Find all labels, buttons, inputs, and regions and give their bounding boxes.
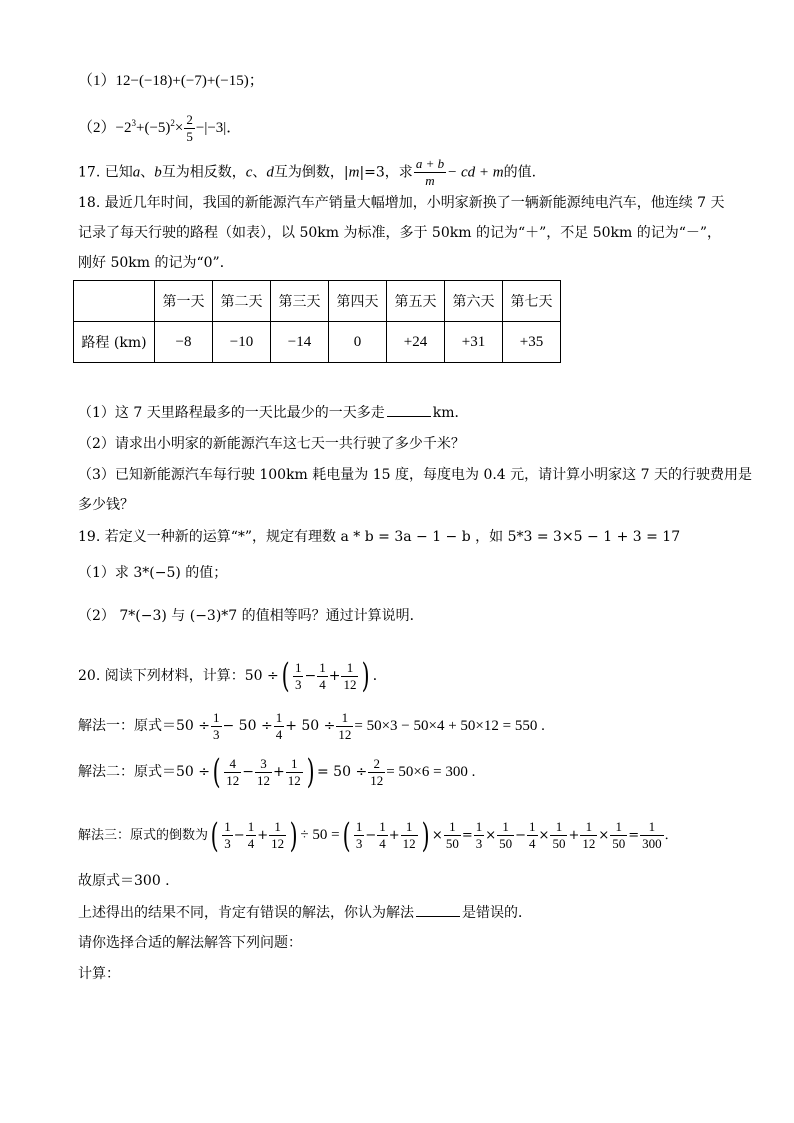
q17-text-c: 互为相反数， [161, 164, 246, 181]
table-header-row [74, 281, 561, 322]
fraction: $\frac{1}{3}$ [213, 709, 220, 742]
q20-intro: 20. 阅读下列材料，计算：50 ÷( $\frac{1}{3}$ − $\frac{1}{4}$ + $\frac{1}{12}$ ) ． [78, 656, 387, 696]
fraction: $\frac{1}{12}$ [402, 819, 416, 851]
q18-line2: 记录了每天行驶的路程（如表），以 50km 为标准，多于 50km 的记为“＋”，不足 50km 的记为“－”， [78, 225, 722, 241]
q17-text-f: |=3，求 [359, 164, 413, 181]
q20-method3: 解法三：原式的倒数为( $\frac{1}{3}$ − $\frac{1}{4}$ + $\frac{1}{12}$ ) ÷ 50 =( $\frac{1}{3}$ − $\frac{1}{4}$ + $\frac{1}{12}$ ) × $\frac{1}{50}$ = $\frac{1}{3}$ × $\frac{1}{50}$ − $\frac{1}{4}$ × $\frac{1}{50}$ + $\frac{1}{12}$ × $\frac{1}{50}$ = $\frac{1}{300}$ ． [78, 815, 678, 856]
table-cell: +31 [445, 322, 503, 363]
fraction: $\frac{1}{3}$ [294, 659, 302, 692]
q16-part2 [78, 112, 241, 145]
fraction: $\frac{1}{300}$ [642, 819, 662, 851]
fraction: $\frac{1}{4}$ [247, 819, 255, 851]
q17-var-m: m [348, 164, 360, 181]
q20-wrong-text-a: 上述得出的结果不同，肯定有错误的解法，你认为解法 [78, 905, 414, 921]
q19-intro: 19. 若定义一种新的运算“*”，规定有理数 a * b = 3a − 1 − b ，如 5*3 = 3×5 − 1 + 3 = 17 [78, 529, 681, 545]
q18-part1-text: （1）这 7 天里路程最多的一天比最少的一天多走 [78, 405, 385, 421]
q17-var-b: b [154, 164, 162, 181]
table-cell: +35 [503, 322, 561, 363]
q18-line3: 刚好 50km 的记为“0”． [78, 255, 234, 271]
table-header-cell: 第六天 [445, 281, 503, 322]
q17-text-e: 互为倒数，| [273, 164, 349, 181]
fraction: $\frac{1}{4}$ [275, 709, 283, 742]
table-row-label: 路程 (km) [74, 322, 155, 363]
fraction: $\frac{1}{50}$ [552, 819, 566, 851]
fraction: $\frac{1}{50}$ [499, 819, 513, 851]
q16-part2-exponent-2: 2 [170, 117, 175, 128]
q17-text-d: 、 [252, 164, 267, 181]
table-header-cell: 第五天 [387, 281, 445, 322]
q16-part2-expr-a: −2 [115, 119, 132, 136]
q18-part3-line1: （3）已知新能源汽车每行驶 100km 耗电量为 15 度，每度电为 0.4 元，请计算小明家这 7 天的行驶费用是 [78, 467, 752, 483]
q16-part2-expr-d: −|−3|． [195, 119, 242, 136]
fraction: $\frac{1}{3}$ [355, 819, 363, 851]
q20-method3-mid: ÷ 50 = [300, 827, 340, 843]
table-row [74, 322, 561, 363]
q18-mileage-table [73, 280, 561, 363]
answer-blank[interactable] [416, 902, 460, 917]
q16-part2-expr-b: +(−5) [135, 119, 171, 136]
q20-method1-result: = 50×3 − 50×4 + 50×12 = 550 . [354, 718, 545, 734]
table-cell: −10 [213, 322, 271, 363]
q20-method2-label: 解法二：原式＝50 ÷ [78, 764, 210, 780]
q20-method3-label: 解法三：原式的倒数为 [78, 828, 209, 843]
q20-choose: 请你选择合适的解法解答下列问题： [78, 935, 302, 951]
q17-text-b: 、 [140, 164, 155, 181]
q16-part1 [78, 71, 264, 91]
q17-var-a: a [132, 164, 141, 181]
q19-part2: （2） 7*(−3) 与 (−3)*7 的值相等吗？通过计算说明． [78, 608, 424, 624]
fraction: $\frac{1}{12}$ [271, 819, 285, 851]
answer-blank[interactable] [387, 402, 431, 417]
table-cell: −8 [155, 322, 213, 363]
fraction: $\frac{1}{12}$ [287, 755, 301, 788]
q17-text-a: 17. 已知 [78, 164, 133, 181]
q18-line1: 18. 最近几年时间，我国的新能源汽车产销量大幅增加，小明家新换了一辆新能源纯电汽车，他连续 7 天 [78, 195, 725, 211]
fraction: $\frac{1}{4}$ [319, 659, 326, 692]
table-cell: 0 [329, 322, 387, 363]
q16-part2-label: （2） [78, 119, 116, 136]
q20-method1: 解法一：原式＝50 ÷ $\frac{1}{3}$ − 50 ÷ $\frac{1}{4}$ + 50 ÷ $\frac{1}{12}$ = 50×3 − 50×4 + 50×12 = 550 . [78, 709, 545, 742]
q18-part1-unit: km． [432, 405, 469, 421]
fraction: $\frac{2}{12}$ [370, 755, 384, 788]
q20-calc-label: 计算： [78, 966, 120, 982]
fraction: $\frac{1}{50}$ [445, 819, 459, 851]
table-header-cell: 第二天 [213, 281, 271, 322]
table-header-cell: 第三天 [271, 281, 329, 322]
fraction: $\frac{3}{12}$ [257, 755, 270, 788]
q19-part1: （1）求 3*(−5) 的值； [78, 565, 228, 581]
q18-part2: （2）请求出小明家的新能源汽车这七天一共行驶了多少千米？ [78, 436, 465, 452]
q17-text-h: 的值. [503, 164, 537, 181]
table-header-cell: 第七天 [503, 281, 561, 322]
q17-text-g: − cd + m [447, 164, 504, 181]
table-header-cell: 第一天 [155, 281, 213, 322]
fraction: $\frac{4}{12}$ [226, 755, 240, 788]
table-cell: −14 [271, 322, 329, 363]
fraction: $\frac{1}{3}$ [224, 819, 231, 851]
q18-part1 [78, 402, 468, 423]
fraction: $\frac{1}{4}$ [529, 819, 536, 851]
q20-method2-result: = 50×6 = 300 . [386, 764, 476, 780]
fraction: $\frac{1}{50}$ [612, 819, 626, 851]
q17-fraction: $\frac{a + b}{m}$ [415, 156, 445, 188]
q16-part2-fraction: $\frac{2}{5}$ [186, 112, 193, 144]
fraction: $\frac{1}{12}$ [338, 709, 352, 742]
q16-part2-exponent-3: 3 [131, 117, 136, 128]
table-header-cell [74, 281, 155, 322]
q20-result: 故原式＝300 . [78, 873, 170, 889]
q17-var-c: c [245, 164, 253, 181]
q16-part1-expression: 12−(−18)+(−7)+(−15)； [115, 73, 264, 89]
fraction: $\frac{1}{4}$ [379, 819, 386, 851]
table-cell: +24 [387, 322, 445, 363]
fraction: $\frac{1}{12}$ [582, 819, 596, 851]
q17-line [78, 156, 536, 189]
q16-part1-label: （1） [78, 73, 116, 89]
q17-var-d: d [266, 164, 274, 181]
q20-intro-text: 20. 阅读下列材料，计算：50 ÷ [78, 668, 279, 684]
q20-wrong-method [78, 902, 532, 923]
fraction: $\frac{1}{12}$ [343, 659, 357, 692]
table-header-cell: 第四天 [329, 281, 387, 322]
q20-method2: 解法二：原式＝50 ÷( $\frac{4}{12}$ − $\frac{3}{12}$ + $\frac{1}{12}$ ) = 50 ÷ $\frac{2}{12}$ = 50×6 = 300 . [78, 752, 476, 792]
q20-wrong-text-b: 是错误的． [462, 905, 532, 921]
q20-method1-label: 解法一：原式＝50 ÷ [78, 718, 210, 734]
q18-part3-line2: 多少钱？ [78, 497, 134, 513]
q16-part2-expr-c: × [174, 119, 184, 136]
fraction: $\frac{1}{3}$ [475, 819, 483, 851]
